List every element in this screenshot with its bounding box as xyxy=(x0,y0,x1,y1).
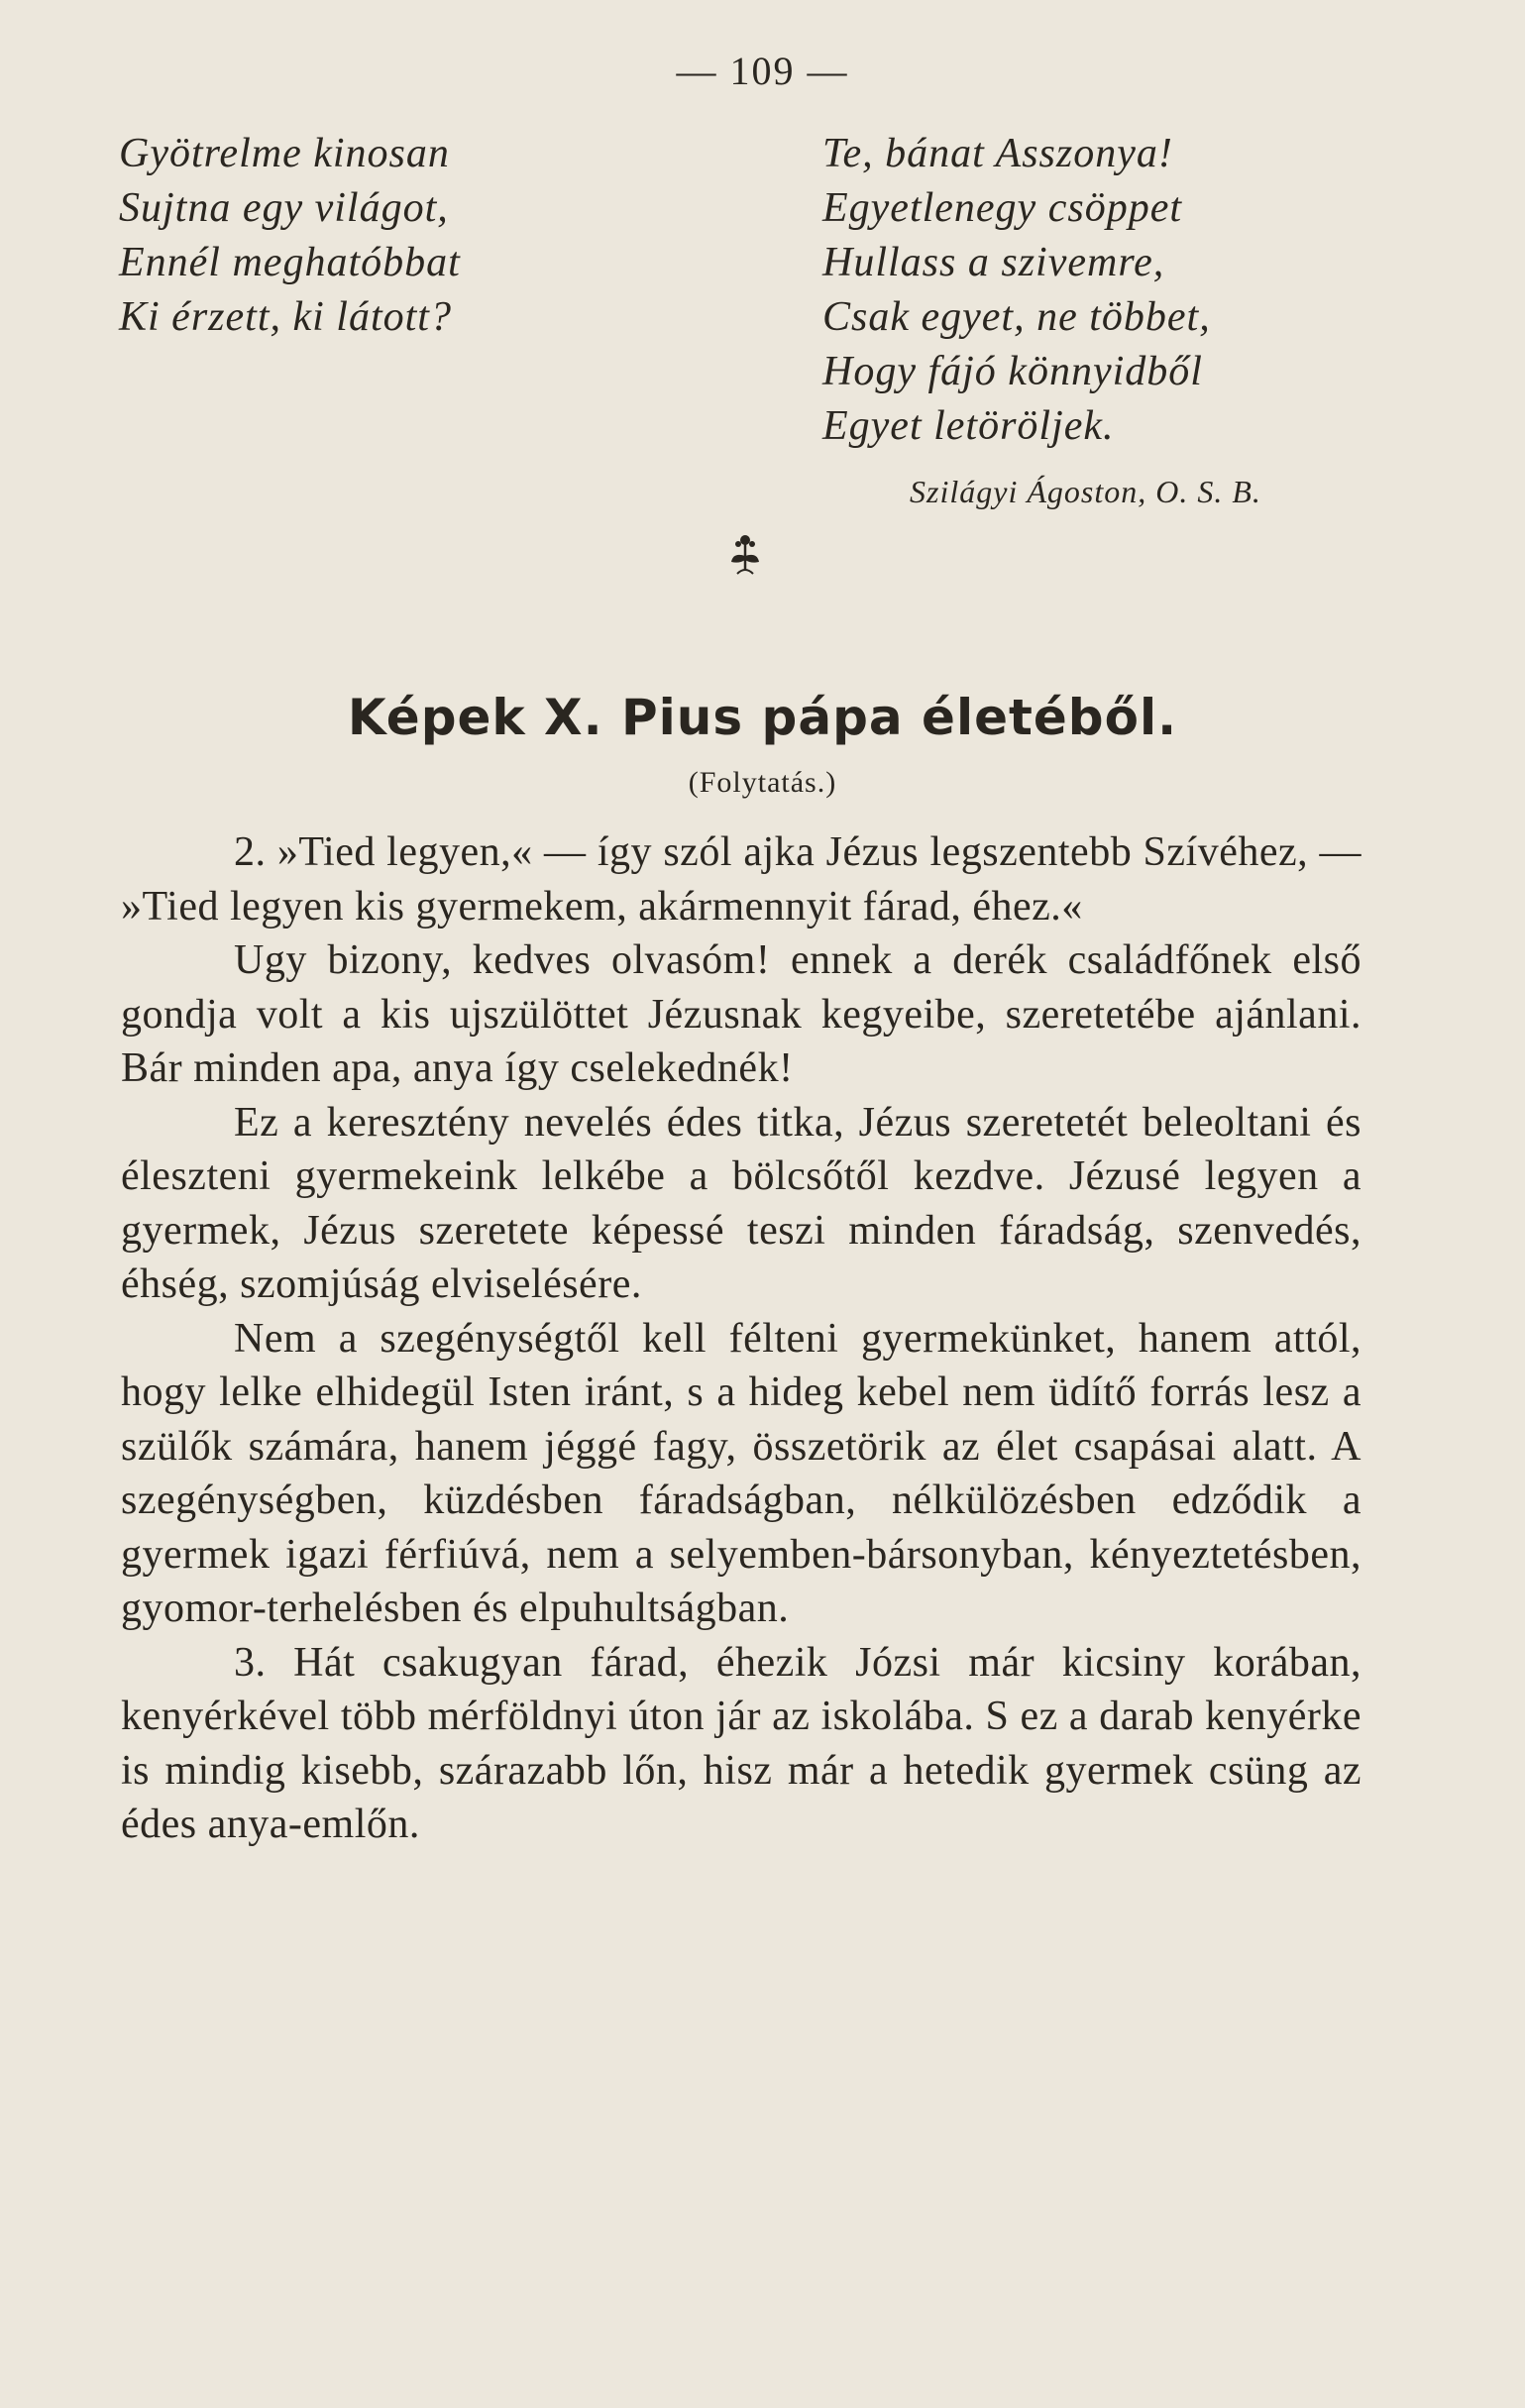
paragraph: Nem a szegénységtől kell félteni gyermekünket, hanem attól, hogy lelke elhidegül Isten iránt, s a hideg kebel nem üdítő forrás lesz a szülők számára, hanem jéggé fagy, összetörik az élet csapásai alatt. A szegénységben, küzdésben fáradságban, nélkülözésben edződik a gyermek igazi férfiúvá, nem a selyemben-bársonyban, kényeztetésben, gyomor-terhelésben és elpuhultságban. xyxy=(121,1315,1362,1631)
paragraph: Ez a keresztény nevelés édes titka, Jézus szeretetét beleoltani és éleszteni gyermekeink lelkébe a bölcsőtől kezdve. Jézusé legyen a gyermek, Jézus szeretete képessé teszi minden fáradság, szenvedés, éhség, szomjúság elviselésére. xyxy=(121,1099,1362,1307)
paragraph: 2. »Tied legyen,« — így szól ajka Jézus legszentebb Szívéhez, — »Tied legyen kis gyermekem, akármennyit fárad, éhez.« xyxy=(121,829,1362,930)
poem-line: Ennél meghatóbbat xyxy=(119,240,461,285)
poem-line: Ki érzett, ki látott? xyxy=(119,294,452,340)
poem-line: Hogy fájó könnyidből xyxy=(822,349,1203,394)
poem-author: Szilágyi Ágoston, O. S. B. xyxy=(910,474,1261,509)
article-title: Képek X. Pius pápa életéből. xyxy=(347,689,1178,746)
poem-line: Hullass a szivemre, xyxy=(822,240,1165,285)
paragraph: Ugy bizony, kedves olvasóm! ennek a derék családfőnek első gondja volt a kis ujszülöttet Jézusnak kegyeibe, szeretetébe ajánlani. Bár minden apa, anya így cselekednék! xyxy=(121,937,1362,1091)
floral-ornament-icon xyxy=(725,530,765,580)
poem-line: Csak egyet, ne többet, xyxy=(822,294,1211,340)
poem-line: Sujtna egy világot, xyxy=(119,185,449,231)
poem-line: Egyetlenegy csöppet xyxy=(822,185,1182,231)
paragraph: 3. Hát csakugyan fárad, éhezik Józsi már kicsiny korában, kenyérkével több mérföldnyi úton jár az iskolába. S ez a darab kenyérke is mindig kisebb, szárazabb lőn, hisz már a hetedik gyermek csüng az édes anya-emlőn. xyxy=(121,1639,1362,1847)
poem-line: Egyet letöröljek. xyxy=(822,403,1115,449)
article-body xyxy=(121,825,1362,1852)
poem-line: Gyötrelme kinosan xyxy=(119,131,450,176)
poem-left-stanza xyxy=(119,127,733,345)
article-subtitle: (Folytatás.) xyxy=(688,766,837,799)
poem-right-stanza xyxy=(822,127,1437,454)
poem-line: Te, bánat Asszonya! xyxy=(822,131,1173,176)
page-number: — 109 — xyxy=(676,49,849,93)
